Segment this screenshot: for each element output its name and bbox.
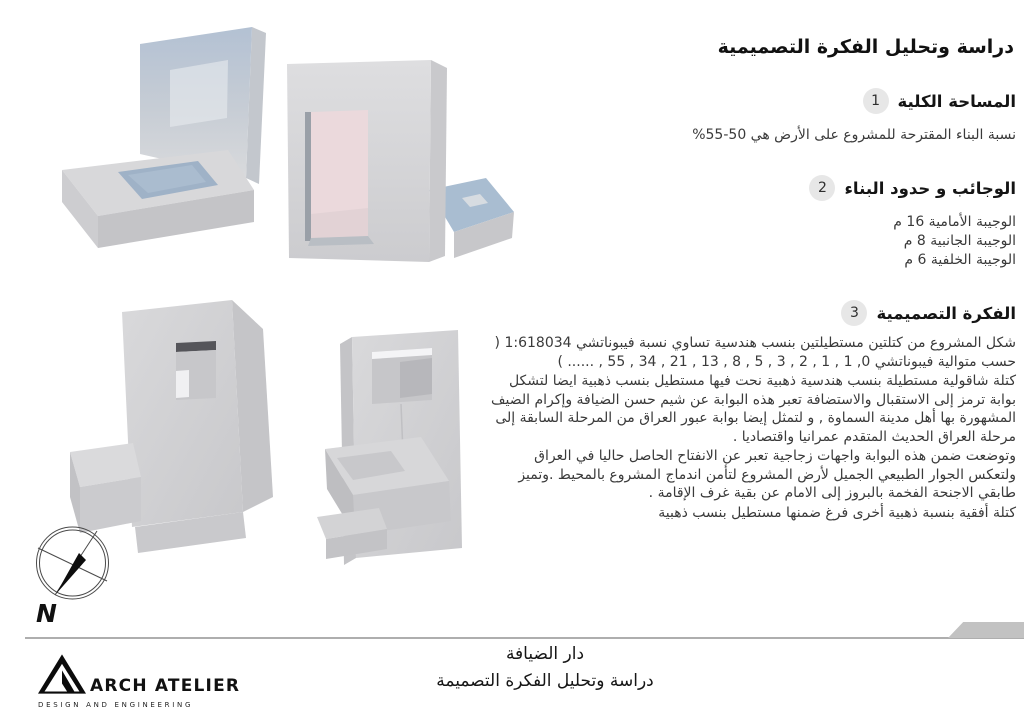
section-2-body [490,213,1016,270]
logo-name: ARCH ATELIER [90,676,241,696]
footer-divider [25,637,1024,639]
concept-paragraph-3: وتوضعت ضمن هذه البوابة واجهات زجاجية تعبر عن الانفتاح الحاصل حاليا في العراق ولتعكس الجوار الطبيعي الجميل لأرض المشروع لتأمن اندماج المشروع بالمحيط .وتميز طابقي الاجنحة الفخمة بالبروز إلى الامام عن بقية غرف الإقامة . [518,448,1016,501]
concept-paragraph-1: شكل المشروع من كتلتين مستطيلتين بنسب هندسية تساوي نسبة فيبوناتشي 1:618034 ( حسب متوالية فيبوناتشي 0, 1 , 1 , 2 , 3 , 5 , 8 , 13 , 21 , 34 , 55 , ...... ) [494,335,1016,370]
page-title: دراسة وتحليل الفكرة التصميمية [717,36,1014,58]
section-2-heading: الوجائب و حدود البناء [844,178,1016,198]
concept-paragraph-4: كتلة أفقية بنسبة ذهبية أخرى فرغ ضمنها مستطيل بنسب ذهبية [658,504,1016,521]
section-1-number-badge: 1 [863,88,889,114]
concept-paragraph-2: كتلة شاقولية مستطيلة بنسب هندسية ذهبية نحت فيها مستطيل بنسب ذهبية ايضا لتشكل بوابة ترمز إلى الاستقبال والاستضافة تعبر هذه البوابة عن شيم حسن الضيافة وإكرام الضيف المشهورة بها أهل مدينة السماوة , و لتمثل إيضا بوابة عبور العراق من المرحلة السابقة إلى مرحلة العراق الحديث المتقدم عمرانيا واقتصاديا . [491,373,1016,445]
section-3-heading: الفكرة التصميمية [876,303,1016,323]
arch-atelier-logo-icon [38,648,86,700]
section-1-body: نسبة البناء المقترحة للمشروع على الأرض هي 50-55% [692,127,1016,143]
section-3-header [490,300,1016,326]
compass-north-label: N [36,599,57,628]
render-top-left-perspective [62,27,266,248]
sheet-title-block [395,644,695,691]
render-top-right-front [287,60,514,262]
content-column [490,0,1016,522]
render-bottom-left-perspective [70,300,273,553]
setback-rear: الوجيبة الخلفية 6 م [904,252,1016,268]
section-3-number-badge: 3 [841,300,867,326]
section-1-header [490,88,1016,114]
section-2-header [490,175,1016,201]
section-2-number-badge: 2 [809,175,835,201]
logo-subtitle: DESIGN AND ENGINEERING [38,701,194,709]
arch-atelier-logo [38,646,248,718]
project-title: دار الضيافة [505,644,585,664]
sheet-subtitle: دراسة وتحليل الفكرة التصميمة [436,671,654,691]
setback-front: الوجيبة الأمامية 16 م [893,214,1016,230]
north-compass-icon [36,527,109,628]
section-1-heading: المساحة الكلية [897,91,1016,111]
render-bottom-right-perspective [317,330,462,565]
setback-side: الوجيبة الجانبية 8 م [903,233,1016,249]
section-3-body [490,334,1016,522]
